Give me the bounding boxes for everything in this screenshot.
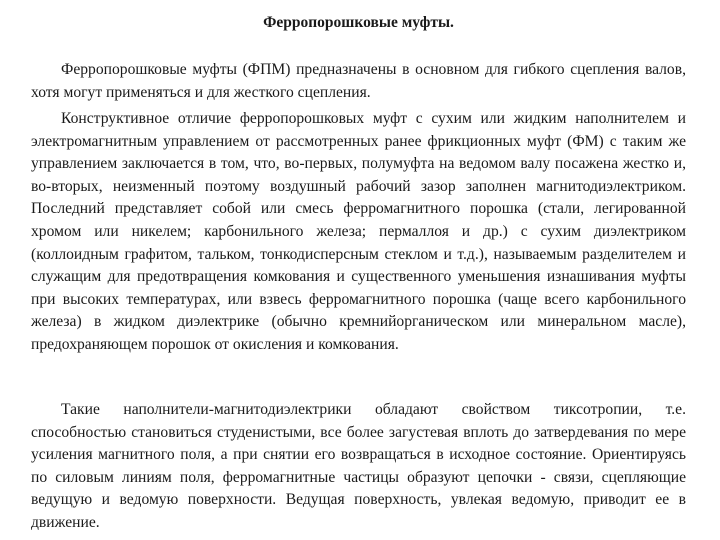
- paragraph-thixotropy: Такие наполнители-магнитодиэлектрики обладают свойством тиксотропии, т.е. способностью становиться студенистыми, все более загустевая вплоть до затвердевания по мере усиления магнитного поля, а при снятии его возвращаться в исходное состояние. Ориентируясь по силовым линиям поля, ферромагнитные частицы образуют цепочки - связи, сцепляющие ведущую и ведомую поверхности. Ведущая поверхность, увлекая ведомую, приводит ее в движение.: [31, 401, 686, 531]
- paragraph-intro: Ферропорошковые муфты (ФПМ) предназначены в основном для гибкого сцепления валов, хотя могут применяться и для жесткого сцепления.: [31, 61, 686, 101]
- document-page: [31, 0, 686, 540]
- page-title: Ферропорошковые муфты.: [263, 14, 454, 31]
- paragraph-design: Конструктивное отличие ферропорошковых муфт с сухим или жидким наполнителем и электромагнитным управлением от рассмотренных ранее фрикционных муфт (ФМ) с таким же управлением заключается в том, что, во-первых, полумуфта на ведомом валу посажена жестко и, во-вторых, неизменный поэтому воздушный рабочий зазор заполнен магнитодиэлектриком. Последний представляет собой или смесь ферромагнитного порошка (стали, легированной хромом или никелем; карбонильного железа; пермаллоя и др.) с сухим диэлектриком (коллоидным графитом, тальком, тонкодисперсным стеклом и т.д.), называемым разделителем и служащим для предотвращения комкования и существенного уменьшения изнашивания муфты при высоких температурах, или взвесь ферромагнитного порошка (чаще всего карбонильного железа) в жидком диэлектрике (обычно кремнийорганическом или минеральном масле), предохраняющем порошок от окисления и комкования.: [31, 110, 686, 353]
